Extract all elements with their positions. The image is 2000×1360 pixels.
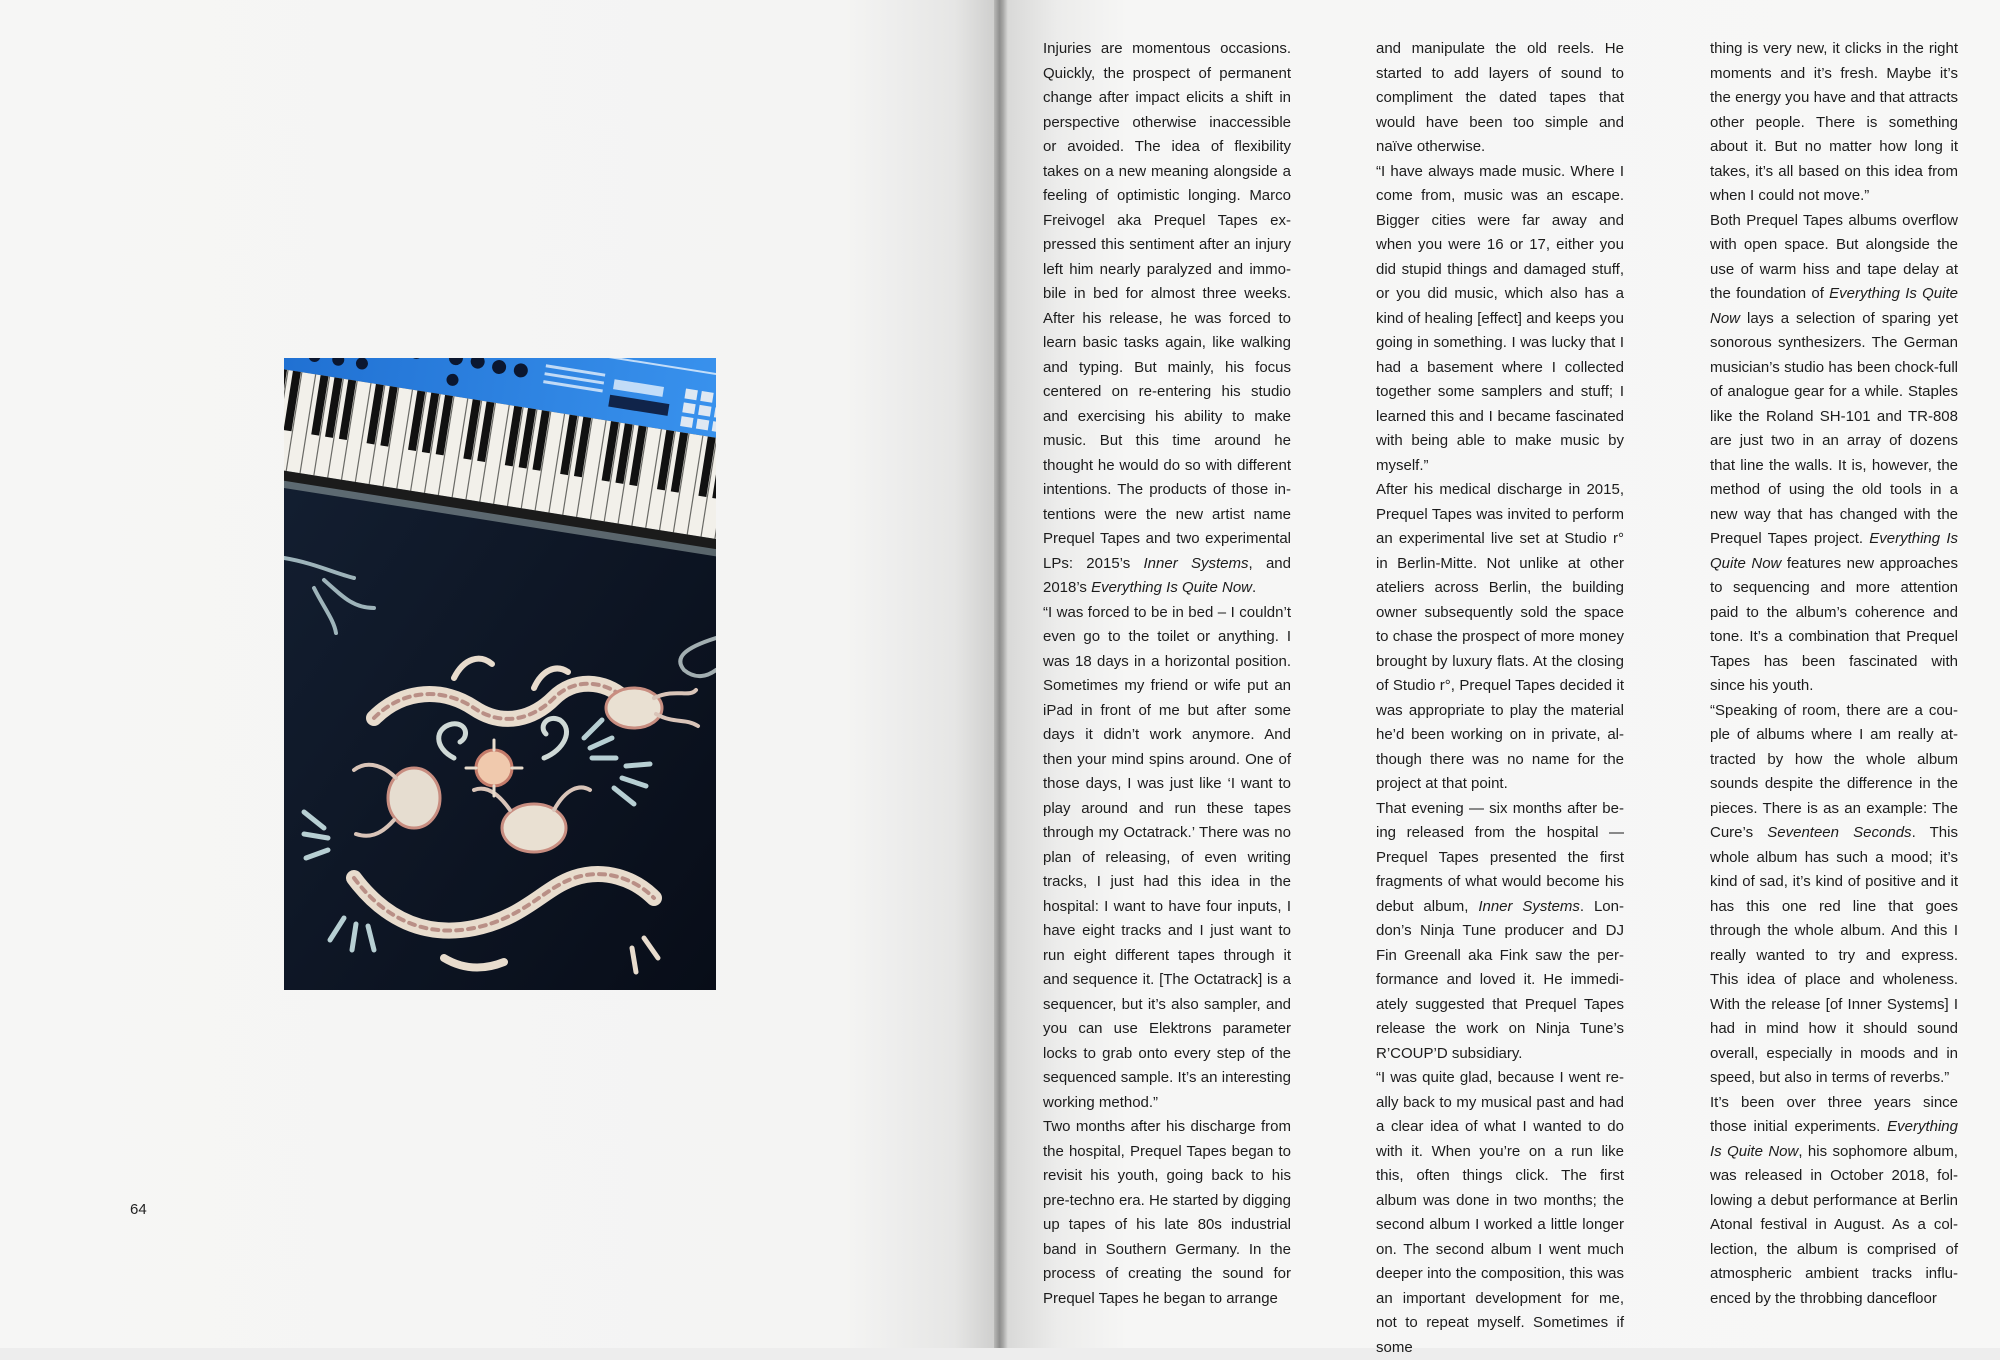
paragraph: Injuries are momentous occasions. Quickly, the prospect of permanent change after impact elicits a shift in perspective otherwise inaccessible or avoided. The idea of flexibility takes on a new meaning alongside a feeling of optimistic longing. Marco Freivogel aka Prequel Tapes expressed this sentiment after an injury left him nearly paralyzed and immobile in bed for almost three weeks. After his release, he was forced to learn basic tasks again, like walking and typing. But mainly, his focus centered on re-entering his studio and exercising his ability to make music. But this time around he thought he would do so with different intentions. The products of those intentions were the new artist name Prequel Tapes and two experimental LPs: 2015’s Inner Systems, and 2018’s Everything Is Quite Now. bbox=[1043, 40, 1291, 596]
paragraph: Both Prequel Tapes albums overflow with open space. But alongside the use of warm hiss and tape delay at the foundation of Everything Is Quite Now lays a selection of sparing yet sonorous synthesizers. The German musician’s studio has been chock-full of analogue gear for a while. Staples like the Roland SH-101 and TR-808 are just two in an array of dozens that line the walls. It is, however, the method of using the old tools in a new way that has changed with the Prequel Tapes project. Everything Is Quite Now features new approaches to sequencing and more attention paid to the album’s coherence and tone. It’s a combination that Prequel Tapes has been fascinated with since his youth. bbox=[1710, 211, 1958, 694]
paragraph: “Speaking of room, there are a couple of albums where I am really attracted by how the whole album sounds despite the difference in the pieces. There is as an example: The Cure’s Seventeen Seconds. This whole album has such a mood; it’s kind of sad, it’s kind of positive and it has this one red line that goes through the whole album. And this I really wanted to try and express. This idea of place and wholeness. With the release [of Inner Systems] I had in mind how it should sound overall, especially in moods and in speed, but also in terms of reverbs.” bbox=[1710, 701, 1958, 1086]
page-number: 64 bbox=[130, 1201, 147, 1218]
article-column-1 bbox=[1043, 37, 1291, 1311]
paragraph: It’s been over three years since those initial experiments. Everything Is Quite Now, his sophomore album, was released in October 2018, following a debut performance at Berlin Atonal festival in August. As a collection, the album is comprised of atmospheric ambient tracks influenced by the throbbing dancefloor bbox=[1710, 1093, 1958, 1307]
paragraph: “I have always made music. Where I come from, music was an escape. Bigger cities were far away and when you were 16 or 17, either you did stupid things and damaged stuff, or you did music, which also has a kind of healing [effect] and keeps you going in something. I was lucky that I had a basement where I collected together some samplers and stuff; I learned this and I became fascinated with being able to make music by myself.” bbox=[1376, 162, 1624, 474]
article-column-2 bbox=[1376, 37, 1624, 1360]
paragraph: and manipulate the old reels. He started to add layers of sound to compliment the dated tapes that would have been too simple and naïve otherwise. bbox=[1376, 40, 1624, 155]
paragraph: thing is very new, it clicks in the right moments and it’s fresh. Maybe it’s the energy you have and that attracts other people. There is something about it. But no matter how long it takes, it’s all based on this idea from when I could not move.” bbox=[1710, 40, 1958, 204]
article-column-3 bbox=[1710, 37, 1958, 1311]
paragraph: “I was quite glad, because I went really back to my musical past and had a clear idea of what I wanted to do with it. When you’re on a run like this, often things click. The first album was done in two months; the second album I worked a little longer on. The second album I went much deeper into the composition, this was an important development for me, not to repeat myself. Sometimes if some bbox=[1376, 1069, 1624, 1356]
paragraph: “I was forced to be in bed – I couldn’t even go to the toilet or anything. I was 18 days in a horizontal position. Sometimes my friend or wife put an iPad in front of me but after some days it didn’t work anymore. And then your mind spins around. One of those days, I was just like ‘I want to play around and run these tapes through my Octatrack.’ There was no plan of releasing, of even writing tracks, I just had this idea in the hospital: I want to have four inputs, I have eight tracks and I just want to run eight different tapes through it and sequence it. [The Octatrack] is a sequencer, but it’s also sampler, and you can use Elektrons parameter locks to grab onto every step of the sequenced sample. It’s an interesting working method.” bbox=[1043, 603, 1291, 1111]
left-page bbox=[0, 0, 994, 1348]
paragraph: After his medical discharge in 2015, Prequel Tapes was invited to perform an experimental live set at Studio r° in Berlin-Mitte. Not unlike at other ateliers across Berlin, the building owner subsequently sold the space to chase the prospect of more money brought by luxury flats. At the closing of Studio r°, Prequel Tapes decided it was appropriate to play the material he’d been working on in private, although there was no name for the project at that point. bbox=[1376, 481, 1624, 792]
paragraph: Two months after his discharge from the hospital, Prequel Tapes began to revisit his youth, going back to his pre-techno era. He started by digging up tapes of his late 80s industrial band in Southern Germany. In the process of creating the sound for Prequel Tapes he began to arrange bbox=[1043, 1118, 1291, 1307]
paragraph: That evening — six months after being released from the hospital — Prequel Tapes presented the first fragments of what would become his debut album, Inner Systems. London’s Ninja Tune producer and DJ Fin Greenall aka Fink saw the performance and loved it. He immediately suggested that Prequel Tapes release the work on Ninja Tune’s R’COUP’D subsidiary. bbox=[1376, 799, 1624, 1062]
book-gutter bbox=[994, 0, 1008, 1348]
synthesizer-dragon-rug-photo bbox=[284, 358, 716, 990]
